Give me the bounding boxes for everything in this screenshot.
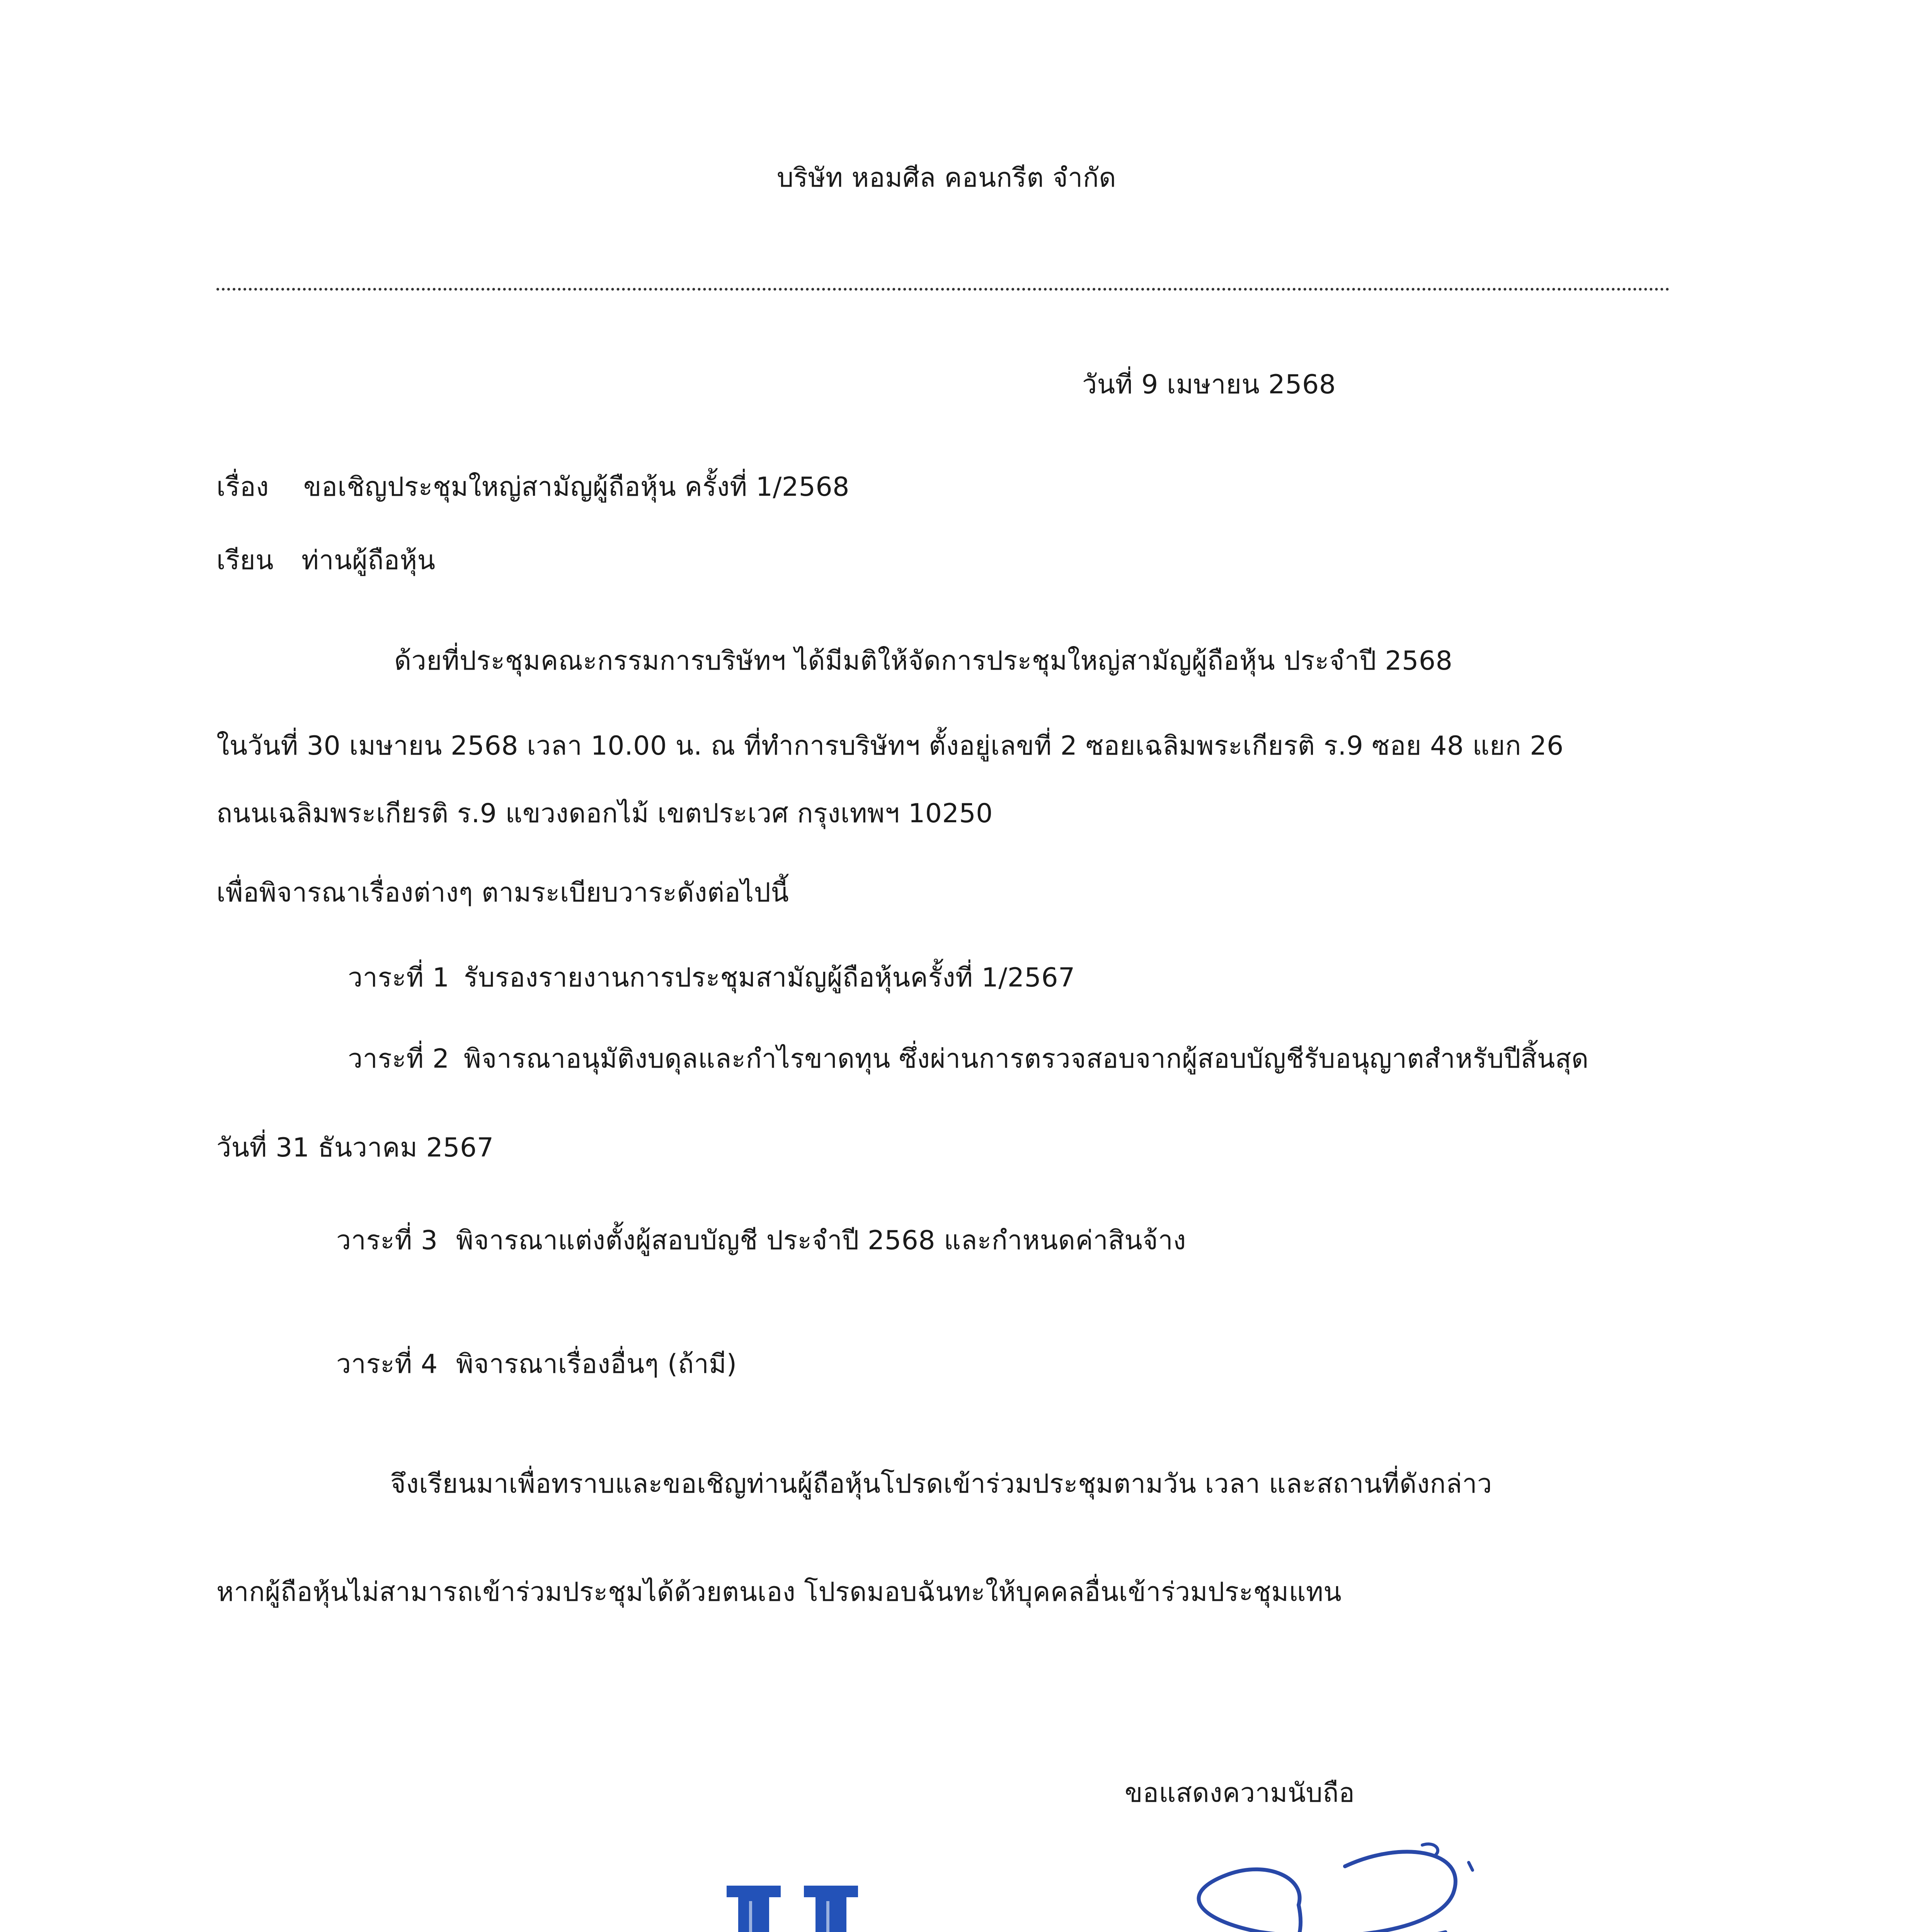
body-para1-line3: ถนนเฉลิมพระเกียรติ ร.9 แขวงดอกไม้ เขตประเวศ กรุงเทพฯ 10250 bbox=[216, 798, 993, 829]
subject-label: เรื่อง bbox=[216, 472, 269, 502]
company-logo-icon bbox=[727, 1886, 858, 1932]
recipient-label: เรียน bbox=[216, 545, 274, 576]
regards-text: ขอแสดงความนับถือ bbox=[1125, 1778, 1355, 1808]
subject-text: ขอเชิญประชุมใหญ่สามัญผู้ถือหุ้น ครั้งที่ 1/2568 bbox=[303, 472, 850, 502]
company-header: บริษัท หอมศีล คอนกรีต จำกัด bbox=[777, 163, 1117, 193]
agenda-item-1-text: รับรองรายงานการประชุมสามัญผู้ถือหุ้นครั้งที่ 1/2567 bbox=[464, 963, 1075, 993]
agenda-item-2-continuation: วันที่ 31 ธันวาคม 2567 bbox=[216, 1133, 494, 1163]
letter-date: วันที่ 9 เมษายน 2568 bbox=[1082, 369, 1336, 400]
recipient-text: ท่านผู้ถือหุ้น bbox=[301, 545, 436, 576]
agenda-item-3-text: พิจารณาแต่งตั้งผู้สอบบัญชี ประจำปี 2568 และกำหนดค่าสินจ้าง bbox=[456, 1225, 1186, 1256]
agenda-item-2-label: วาระที่ 2 bbox=[348, 1044, 449, 1074]
agenda-intro: เพื่อพิจารณาเรื่องต่างๆ ตามระเบียบวาระดังต่อไปนี้ bbox=[216, 878, 789, 908]
agenda-item-1-label: วาระที่ 1 bbox=[348, 963, 449, 993]
agenda-item-4-text: พิจารณาเรื่องอื่นๆ (ถ้ามี) bbox=[456, 1349, 737, 1379]
agenda-item-2-text: พิจารณาอนุมัติงบดุลและกำไรขาดทุน ซึ่งผ่านการตรวจสอบจากผู้สอบบัญชีรับอนุญาตสำหรับปีสิ้นสุด bbox=[464, 1044, 1589, 1074]
body-para1-line1: ด้วยที่ประชุมคณะกรรมการบริษัทฯ ได้มีมติให้จัดการประชุมใหญ่สามัญผู้ถือหุ้น ประจำปี 2568 bbox=[394, 646, 1453, 676]
header-divider bbox=[216, 288, 1670, 291]
agenda-item-4-label: วาระที่ 4 bbox=[336, 1349, 438, 1379]
signature-icon bbox=[958, 1816, 1789, 1932]
agenda-item-3-label: วาระที่ 3 bbox=[336, 1225, 438, 1256]
body-para1-line2: ในวันที่ 30 เมษายน 2568 เวลา 10.00 น. ณ ที่ทำการบริษัทฯ ตั้งอยู่เลขที่ 2 ซอยเฉลิมพระเกียรติ ร.9 ซอย 48 แยก 26 bbox=[216, 731, 1564, 761]
closing-line2: หากผู้ถือหุ้นไม่สามารถเข้าร่วมประชุมได้ด้วยตนเอง โปรดมอบฉันทะให้บุคคลอื่นเข้าร่วมประชุมแทน bbox=[216, 1577, 1342, 1607]
closing-line1: จึงเรียนมาเพื่อทราบและขอเชิญท่านผู้ถือหุ้นโปรดเข้าร่วมประชุมตามวัน เวลา และสถานที่ดังกล่าว bbox=[390, 1469, 1492, 1499]
